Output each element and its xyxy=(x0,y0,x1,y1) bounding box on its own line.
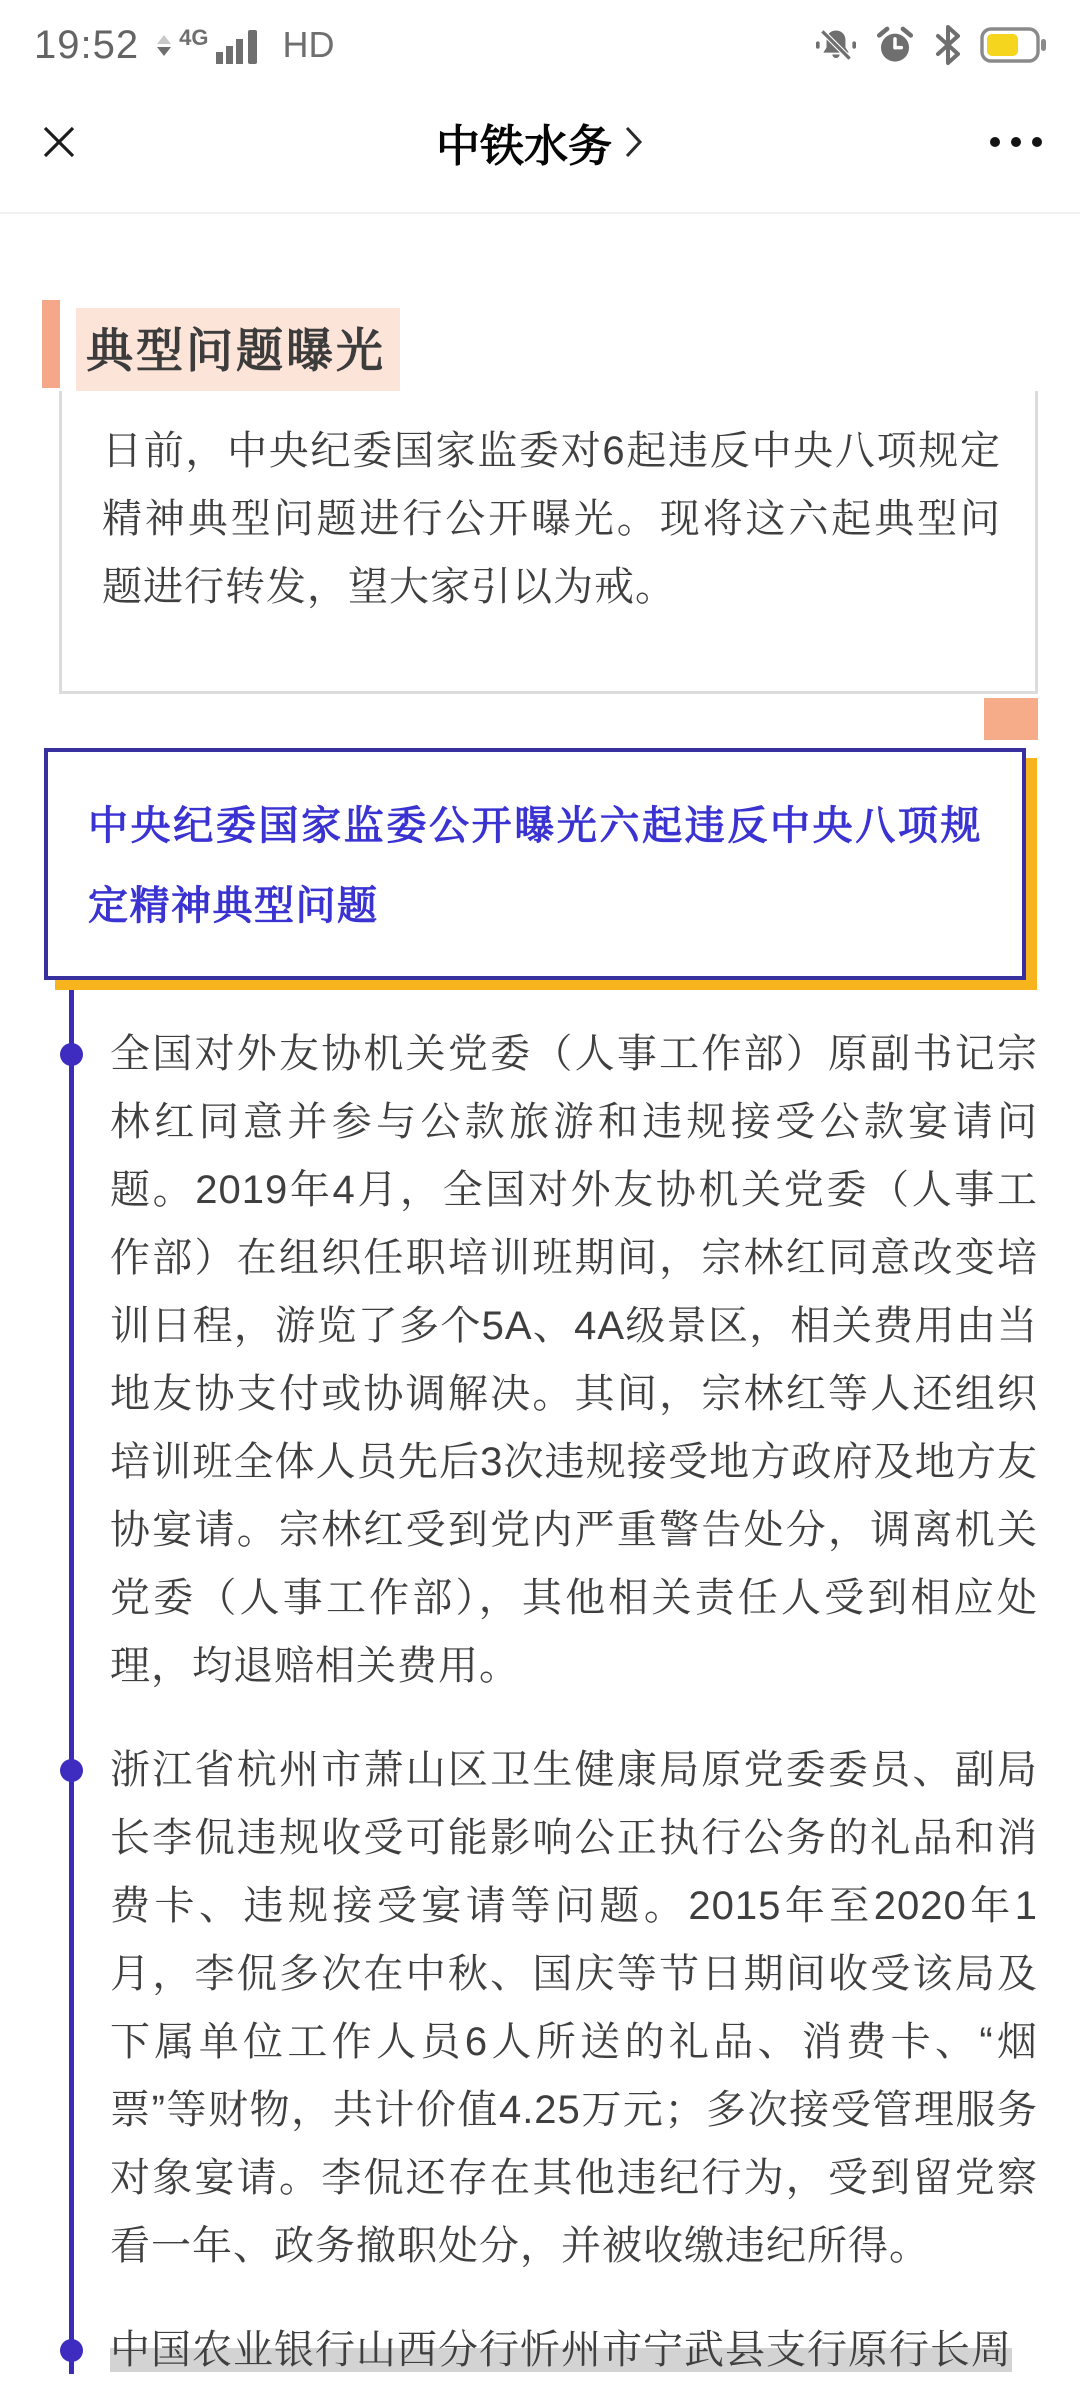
intro-paragraph: 日前，中央纪委国家监委对6起违反中央八项规定精神典型问题进行公开曝光。现将这六起典型问题进行转发，望大家引以为戒。 xyxy=(102,429,1001,609)
mute-icon xyxy=(814,25,858,65)
hd-voice-label: HD xyxy=(282,24,335,65)
bullet-dot-icon xyxy=(60,1043,83,1066)
page-title[interactable]: 中铁水务 xyxy=(436,122,612,171)
case-text: 中国农业银行山西分行忻州市宁武县支行原行长周 xyxy=(110,2328,1012,2372)
nav-bar xyxy=(0,72,1080,214)
case-text: 浙江省杭州市萧山区卫生健康局原党委委员、副局长李侃违规收受可能影响公正执行公务的礼品和消费卡、违规接受宴请等问题。2015年至2020年1月，李侃多次在中秋、国庆等节日期间收受该局及下属单位工作人员6人所送的礼品、消费卡、“烟票”等财物，共计价值4.25万元；多次接受管理服务对象宴请。李侃还存在其他违纪行为，受到留党察看一年、政务撤职处分，并被收缴违纪所得。 xyxy=(110,1748,1038,2268)
accent-corner-rect xyxy=(984,698,1038,740)
bullet-dot-icon xyxy=(60,2339,83,2362)
case-item-partial xyxy=(42,2316,1038,2384)
status-bar xyxy=(0,0,1080,72)
bullet-dot-icon xyxy=(60,1759,83,1782)
case-item xyxy=(42,1736,1038,2280)
data-activity-arrows-icon xyxy=(157,35,171,56)
section-header xyxy=(42,300,1038,391)
bluetooth-icon xyxy=(932,23,964,67)
case-timeline xyxy=(42,980,1038,2384)
network-type-label: 4G xyxy=(179,24,209,50)
headline-text: 中央纪委国家监委公开曝光六起违反中央八项规定精神典型问题 xyxy=(88,804,982,928)
article-content xyxy=(0,300,1080,2384)
headline-box xyxy=(44,748,1026,980)
chevron-right-icon xyxy=(624,124,644,160)
signal-bars-icon xyxy=(216,26,268,64)
intro-quote-box xyxy=(59,391,1038,694)
clock-time: 19:52 xyxy=(34,22,140,67)
alarm-icon xyxy=(874,24,916,66)
section-title: 典型问题曝光 xyxy=(76,308,400,391)
battery-icon xyxy=(980,27,1046,63)
account-title[interactable] xyxy=(0,110,1080,174)
case-item xyxy=(42,1020,1038,1700)
accent-bar xyxy=(42,300,60,388)
case-text: 全国对外友协机关党委（人事工作部）原副书记宗林红同意并参与公款旅游和违规接受公款宴请问题。2019年4月，全国对外友协机关党委（人事工作部）在组织任职培训班期间，宗林红同意改变培训日程，游览了多个5A、4A级景区，相关费用由当地友协支付或协调解决。其间，宗林红等人还组织培训班全体人员先后3次违规接受地方政府及地方友协宴请。宗林红受到党内严重警告处分，调离机关党委（人事工作部），其他相关责任人受到相应处理，均退赔相关费用。 xyxy=(110,1032,1038,1688)
